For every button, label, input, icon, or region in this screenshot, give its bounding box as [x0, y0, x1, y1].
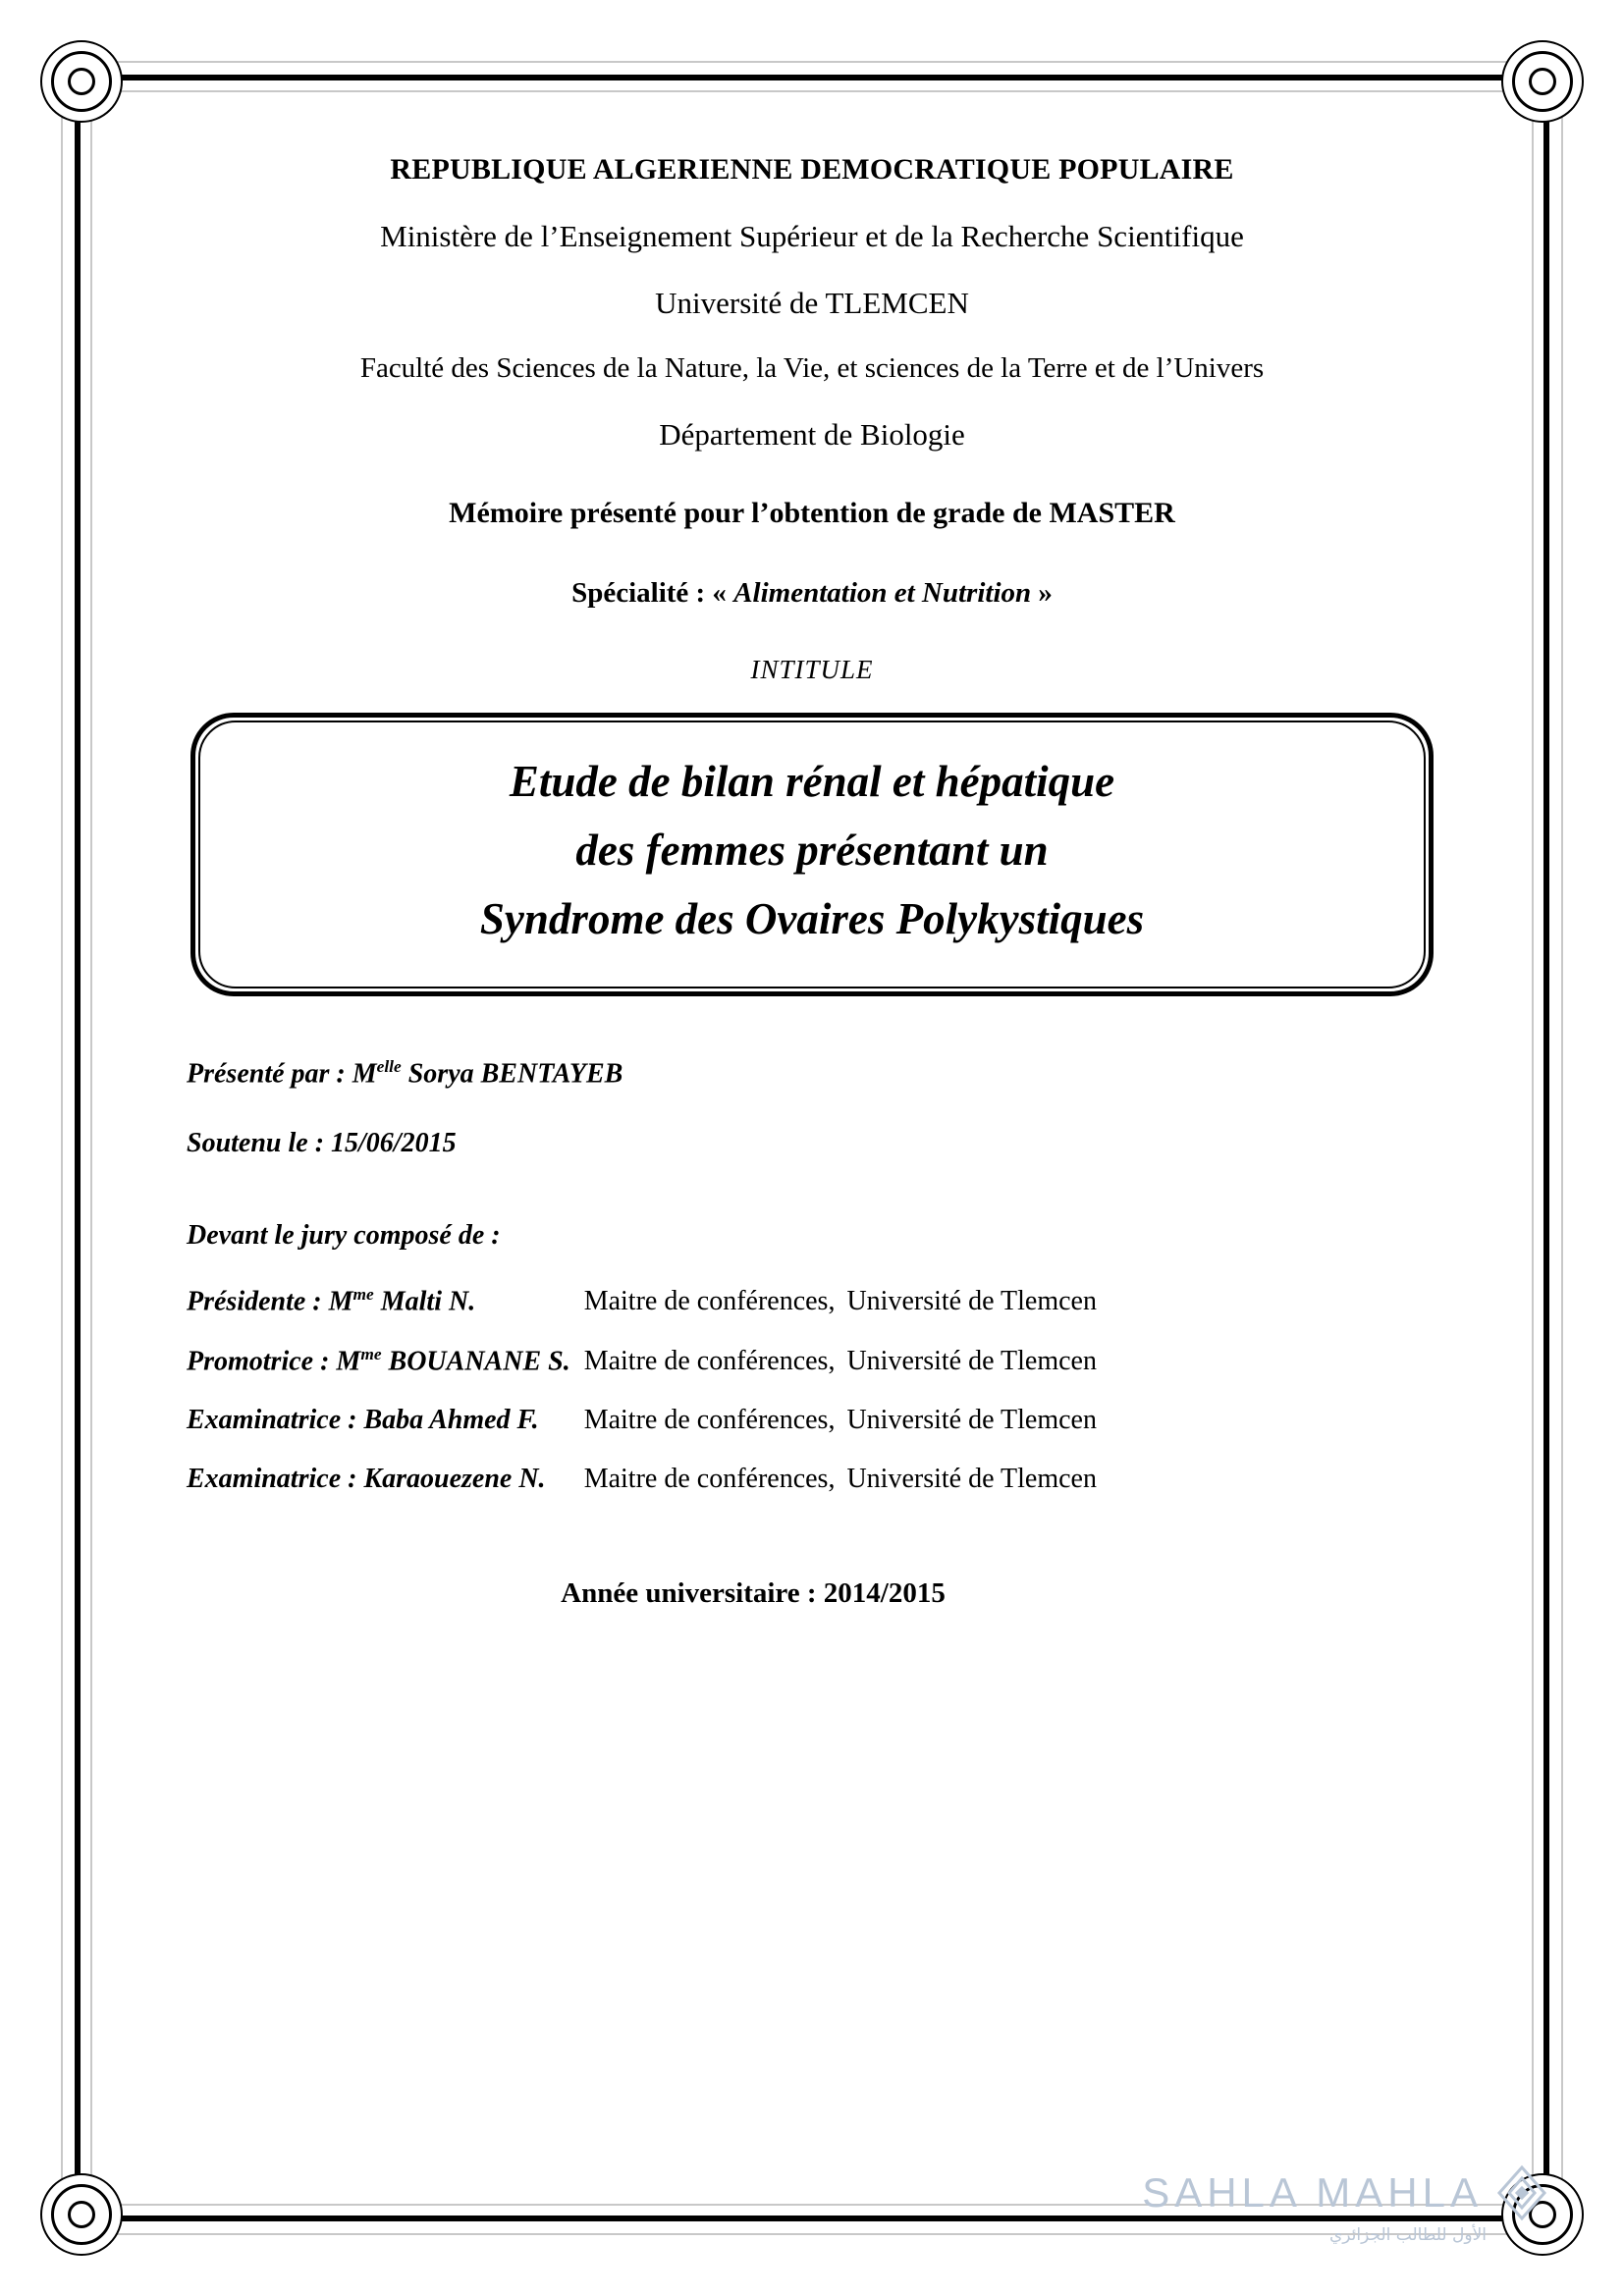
table-row: [187, 1464, 1097, 1522]
jury-grade-cell: Maitre de conférences,: [583, 1405, 836, 1436]
presented-by-name: Sorya BENTAYEB: [401, 1058, 623, 1090]
republic-heading: REPUBLIQUE ALGERIENNE DEMOCRATIQUE POPULAIRE: [390, 153, 1234, 186]
jury-heading: Devant le jury composé de :: [187, 1219, 501, 1251]
title-box-inner: [198, 721, 1426, 988]
table-row: [187, 1405, 1097, 1464]
corner-ornament-bottom-left-icon: [40, 2173, 123, 2256]
department-line: Département de Biologie: [659, 417, 965, 452]
jury-role-name: BOUANANE S.: [381, 1346, 570, 1377]
presented-by-label: Présenté par : M: [187, 1058, 377, 1090]
faculty-line: Faculté des Sciences de la Nature, la Vie, et sciences de la Terre et de l’Univers: [359, 352, 1265, 384]
thesis-title-line-3: Syndrome des Ovaires Polykystiques: [479, 893, 1145, 943]
table-row: [187, 1345, 1097, 1405]
thesis-title-line-1: Etude de bilan rénal et hépatique: [509, 757, 1115, 806]
degree-line: Mémoire présenté pour l’obtention de grade de MASTER: [449, 497, 1175, 529]
watermark-arabic-subtitle: الأول للطالب الجزائري: [1329, 2225, 1487, 2245]
author-block: [179, 1057, 1445, 1158]
corner-ornament-bottom-right-icon: [1501, 2173, 1584, 2256]
thesis-title-line-2: des femmes présentant un: [575, 825, 1049, 875]
defense-date-line: Soutenu le : 15/06/2015: [187, 1127, 457, 1158]
academic-year-line: Année universitaire : 2014/2015: [561, 1577, 946, 1610]
jury-grade-cell: Maitre de conférences,: [583, 1285, 836, 1316]
title-box: [190, 713, 1434, 996]
jury-role-cell: [187, 1405, 584, 1464]
jury-role-abbr-sup: me: [360, 1344, 382, 1363]
speciality-value: Alimentation et Nutrition: [733, 577, 1032, 609]
jury-institution-cell: Université de Tlemcen: [846, 1285, 1097, 1316]
jury-grade-cell: Maitre de conférences,: [583, 1464, 836, 1495]
watermark-brand-text: SAHLA MAHLA: [1142, 2169, 1483, 2216]
jury-role-name: Malti N.: [373, 1285, 476, 1316]
corner-ornament-top-left-icon: [40, 40, 123, 123]
ministry-line: Ministère de l’Enseignement Supérieur et de la Recherche Scientifique: [380, 219, 1244, 253]
jury-role-prefix: Promotrice : M: [187, 1346, 361, 1377]
jury-role-prefix: Présidente : M: [187, 1285, 353, 1316]
jury-table: [187, 1285, 1097, 1523]
presented-by-line: [187, 1057, 1445, 1090]
speciality-close: »: [1031, 577, 1053, 609]
jury-institution-cell: Université de Tlemcen: [846, 1464, 1097, 1495]
speciality-line: [179, 577, 1445, 610]
intitule-label: INTITULE: [750, 655, 874, 684]
jury-role-cell: [187, 1345, 584, 1405]
presented-by-abbr-sup: elle: [376, 1057, 402, 1077]
jury-role-abbr-sup: me: [352, 1284, 374, 1304]
jury-role-prefix: Examinatrice : Karaouezene N.: [187, 1464, 546, 1495]
jury-institution-cell: Université de Tlemcen: [846, 1346, 1097, 1377]
corner-ornament-top-right-icon: [1501, 40, 1584, 123]
table-row: [187, 1285, 1097, 1345]
speciality-label: Spécialité : «: [571, 577, 734, 609]
jury-role-prefix: Examinatrice : Baba Ahmed F.: [187, 1405, 539, 1436]
jury-grade-cell: Maitre de conférences,: [583, 1346, 836, 1377]
cover-content: [108, 108, 1516, 2188]
jury-role-cell: [187, 1285, 584, 1345]
university-line: Université de TLEMCEN: [655, 286, 969, 320]
jury-institution-cell: Université de Tlemcen: [846, 1405, 1097, 1436]
jury-role-cell: [187, 1464, 584, 1522]
